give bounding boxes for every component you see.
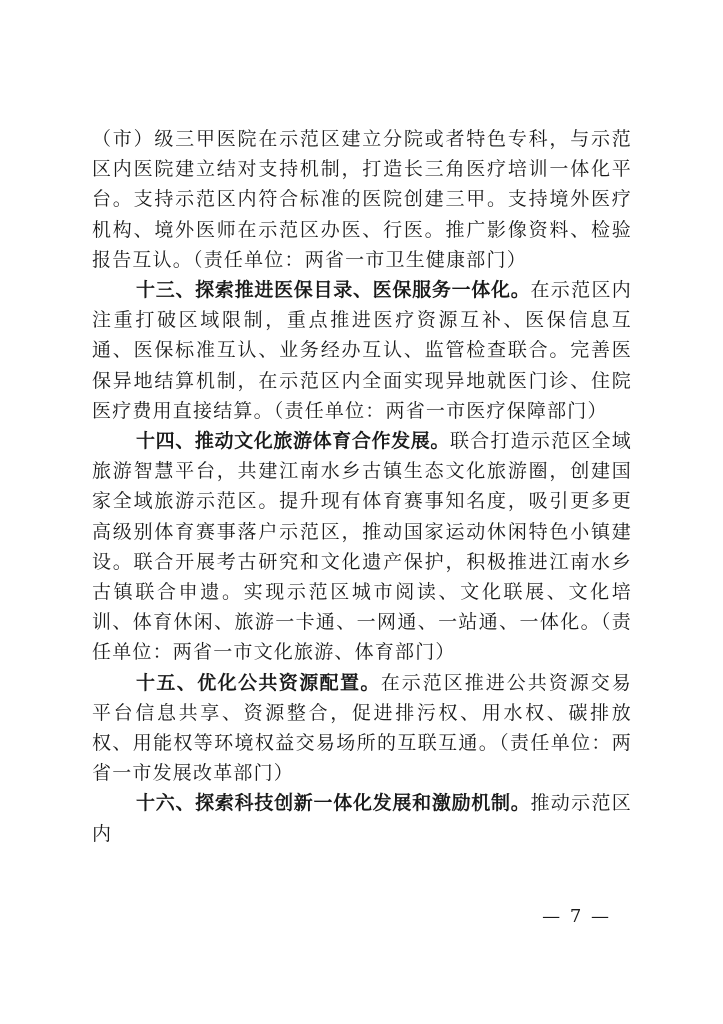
paragraph-14-heading: 十四、推动文化旅游体育合作发展。 [136,430,450,453]
paragraph-15-heading: 十五、优化公共资源配置。 [136,671,381,694]
paragraph-14 [92,426,632,668]
paragraph-1-body: （市）级三甲医院在示范区建立分院或者特色专科，与示范区内医院建立结对支持机制，打造长三角医疗培训一体化平台。支持示范区内符合标准的医院创建三甲。支持境外医疗机构、境外医师在示范区办医、行医。推广影像资料、检验报告互认。（责任单位：两省一市卫生健康部门） [92,128,632,271]
paragraph-16 [92,788,632,848]
paragraph-1 [92,124,632,275]
paragraph-13-heading: 十三、探索推进医保目录、医保服务一体化。 [136,279,531,302]
paragraph-14-body: 联合打造示范区全域旅游智慧平台，共建江南水乡古镇生态文化旅游圈，创建国家全域旅游示范区。提升现有体育赛事知名度，吸引更多更高级别体育赛事落户示范区，推动国家运动休闲特色小镇建设。联合开展考古研究和文化遗产保护，积极推进江南水乡古镇联合申遗。实现示范区城市阅读、文化联展、文化培训、体育休闲、旅游一卡通、一网通、一站通、一体化。（责任单位：两省一市文化旅游、体育部门） [92,430,632,664]
paragraph-15 [92,668,632,789]
document-body [92,124,632,849]
page-number: — 7 — [542,906,611,927]
paragraph-13 [92,275,632,426]
paragraph-16-heading: 十六、探索科技创新一体化发展和激励机制。 [136,792,531,815]
paragraph-15-body: 在示范区推进公共资源交易平台信息共享、资源整合，促进排污权、用水权、碳排放权、用能权等环境权益交易场所的互联互通。（责任单位：两省一市发展改革部门） [92,671,632,785]
paragraph-16-body: 推动示范区内 [92,792,632,845]
paragraph-13-body: 在示范区内注重打破区域限制，重点推进医疗资源互补、医保信息互通、医保标准互认、业务经办互认、监管检查联合。完善医保异地结算机制，在示范区内全面实现异地就医门诊、住院医疗费用直接结算。（责任单位：两省一市医疗保障部门） [92,279,632,422]
